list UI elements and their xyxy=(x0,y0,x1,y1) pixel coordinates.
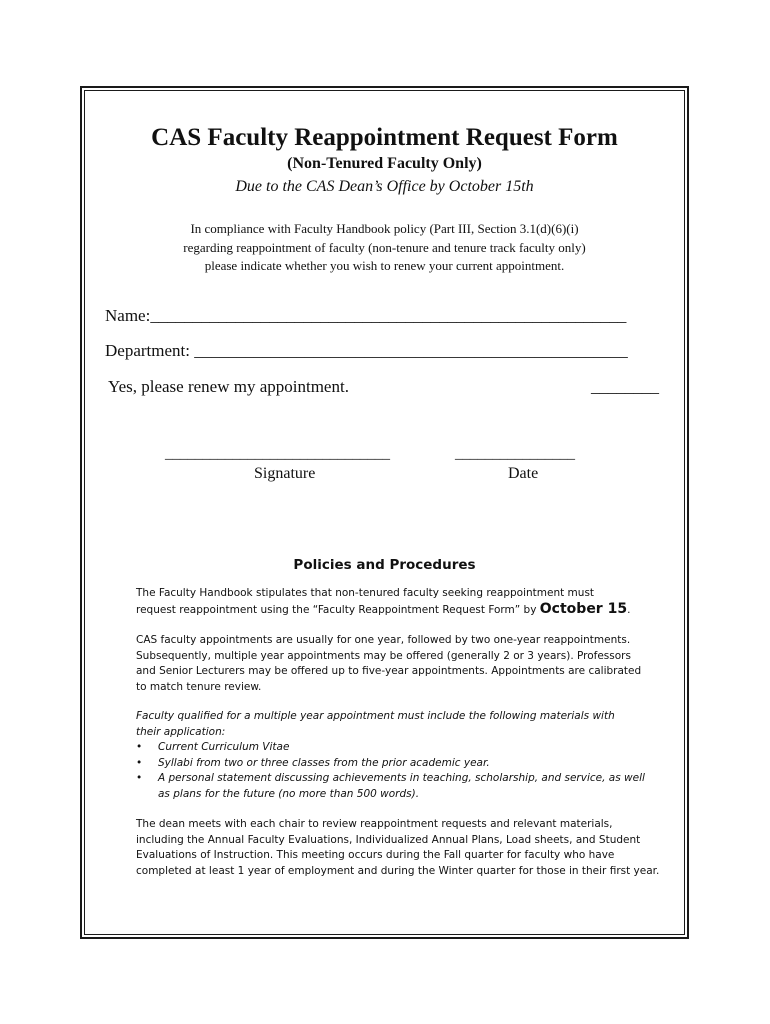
policy-line: Faculty qualified for a multiple year appointment must include the following materials with xyxy=(136,710,615,722)
compliance-line: In compliance with Faculty Handbook policy (Part III, Section 3.1(d)(6)(i) xyxy=(190,221,579,236)
policy-line: CAS faculty appointments are usually for one year, followed by two one-year reappointments. xyxy=(136,634,631,646)
list-item xyxy=(136,756,676,772)
signature-label: Signature xyxy=(254,465,316,482)
date-label: Date xyxy=(508,465,539,482)
policy-line: The dean meets with each chair to review reappointment requests and relevant materials, xyxy=(136,818,613,830)
list-item-text: Syllabi from two or three classes from the prior academic year. xyxy=(158,756,490,769)
policy-line: including the Annual Faculty Evaluations, Individualized Annual Plans, Load sheets, and Student xyxy=(136,833,641,846)
bullet-icon: • xyxy=(136,756,143,769)
due-date-note: Due to the CAS Dean’s Office by October 15th xyxy=(235,178,534,195)
list-item xyxy=(136,771,676,802)
inner-border xyxy=(84,90,685,935)
materials-list xyxy=(136,740,676,802)
renew-appointment-blank[interactable]: ________ xyxy=(591,377,659,396)
bullet-icon: • xyxy=(136,772,143,784)
policy-line: Evaluations of Instruction. This meeting occurs during the Fall quarter for faculty who have xyxy=(136,849,615,861)
department-field[interactable]: Department: ___________________________________________________ xyxy=(105,341,628,360)
policy-line: to match tenure review. xyxy=(136,680,262,693)
signature-line[interactable]: ______________________________ xyxy=(165,446,390,462)
policy-line: and Senior Lecturers may be offered up to five-year appointments. Appointments are calibrated xyxy=(136,665,642,677)
policy-line: completed at least 1 year of employment and during the Winter quarter for those in their first year. xyxy=(136,864,660,877)
form-title: CAS Faculty Reappointment Request Form xyxy=(151,124,618,151)
policy-line: The Faculty Handbook stipulates that non-tenured faculty seeking reappointment must xyxy=(136,587,595,599)
deadline-emphasis: October 15 xyxy=(539,600,628,617)
compliance-statement xyxy=(84,220,685,276)
policy-line-text: request reappointment using the “Faculty Reappointment Request Form” by xyxy=(136,603,540,616)
policy-line: Subsequently, multiple year appointments may be offered (generally 2 or 3 years). Professors xyxy=(136,649,631,662)
policy-paragraph-review xyxy=(136,817,676,879)
policy-paragraph-appointments xyxy=(136,633,676,695)
policy-line xyxy=(136,602,676,619)
policy-paragraph-materials xyxy=(136,709,676,802)
policy-paragraph-deadline xyxy=(136,586,676,618)
form-subtitle: (Non-Tenured Faculty Only) xyxy=(287,155,482,172)
policy-line-end: . xyxy=(627,603,631,616)
policy-line: their application: xyxy=(136,725,226,738)
bullet-icon: • xyxy=(136,741,143,753)
list-item-text-continued: as plans for the future (no more than 500 words). xyxy=(158,787,420,800)
compliance-line: please indicate whether you wish to renew your current appointment. xyxy=(204,258,565,273)
list-item xyxy=(136,740,676,756)
compliance-line: regarding reappointment of faculty (non-tenure and tenure track faculty only) xyxy=(183,239,586,255)
date-line[interactable]: ________________ xyxy=(455,446,575,462)
list-item-text: Current Curriculum Vitae xyxy=(158,741,290,753)
name-field[interactable]: Name:________________________________________________________ xyxy=(105,306,627,325)
policies-heading: Policies and Procedures xyxy=(293,557,476,573)
renew-appointment-label: Yes, please renew my appointment. xyxy=(108,377,349,396)
list-item-text: A personal statement discussing achievements in teaching, scholarship, and service, as well xyxy=(158,772,645,784)
